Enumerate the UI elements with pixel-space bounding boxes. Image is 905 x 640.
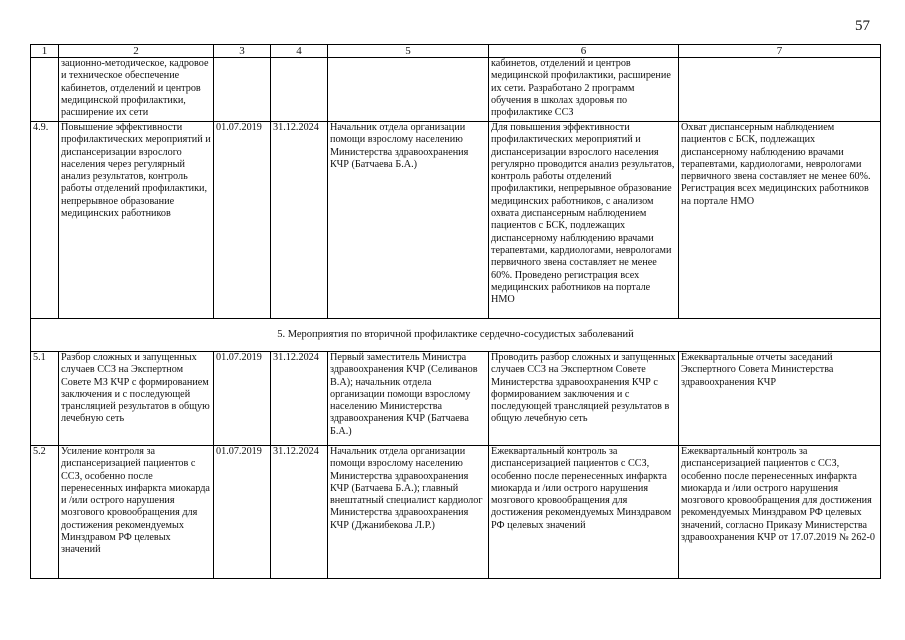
row-name: Усиление контроля за диспансеризацией пациентов с ССЗ, особенно после перенесенных инфаркта миокарда и /или острого нарушения мозгового кровообращения для достижения рекомендуемых Минздравом РФ целевых значений [59,446,214,579]
row-start: 01.07.2019 [214,122,271,319]
table-row [31,122,881,319]
plan-table [30,44,881,579]
section-title: 5. Мероприятия по вторичной профилактике сердечно-сосудистых заболеваний [31,319,881,352]
row-number [31,58,59,122]
row-start [214,58,271,122]
row-indicator [679,58,881,122]
header-col-3: 3 [214,45,271,58]
row-responsible: Начальник отдела организации помощи взрослому населению Министерства здравоохранения КЧР (Батчаева Б.А.); главный внештатный специалист кардиолог Министерства здравоохранения КЧР (Джанибекова Л.Р.) [328,446,489,579]
row-name: зационно-методическое, кадровое и техническое обеспечение кабинетов, отделений и центров медицинской профилактики, расширение их сети [59,58,214,122]
row-start: 01.07.2019 [214,352,271,446]
row-indicator: Ежеквартальный контроль за диспансеризацией пациентов с ССЗ, особенно после перенесенных инфаркта миокарда и /или острого нарушения мозгового кровообращения для достижения рекомендуемых Минздравом РФ целевых значений, согласно Приказу Министерства здравоохранения КЧР от 17.07.2019 № 262-0 [679,446,881,579]
row-result: Проводить разбор сложных и запущенных случаев ССЗ на Экспертном Совете Министерства здравоохранения КЧР с формированием заключения и с последующей трансляцией результатов в общую лечебную сеть [489,352,679,446]
header-col-5: 5 [328,45,489,58]
row-name: Повышение эффективности профилактических мероприятий и диспансеризации взрослого населения через регулярный анализ результатов, контроль работы отделений профилактики, непрерывное образование медицинских работников [59,122,214,319]
row-result: Ежеквартальный контроль за диспансеризацией пациентов с ССЗ, особенно после перенесенных инфаркта миокарда и /или острого нарушения мозгового кровообращения для достижения рекомендуемых Минздравом РФ целевых значений [489,446,679,579]
row-indicator: Охват диспансерным наблюдением пациентов с БСК, подлежащих диспансерному наблюдению врачами терапевтами, кардиологами, неврологами первичного звена составляет не менее 60%. Регистрация всех медицинских работников на портале НМО [679,122,881,319]
header-col-6: 6 [489,45,679,58]
row-indicator: Ежеквартальные отчеты заседаний Экспертного Совета Министерства здравоохранения КЧР [679,352,881,446]
row-responsible: Первый заместитель Министра здравоохранения КЧР (Селиванов В.А); начальник отдела организации помощи взрослому населению Министерства здравоохранения КЧР (Батчаева Б.А.) [328,352,489,446]
header-row [31,45,881,58]
table-row [31,446,881,579]
row-end: 31.12.2024 [271,122,328,319]
table-row [31,58,881,122]
header-col-1: 1 [31,45,59,58]
row-end [271,58,328,122]
section-row [31,319,881,352]
row-number: 4.9. [31,122,59,319]
row-result: Для повышения эффективности профилактических мероприятий и диспансеризации взрослого населения регулярно проводится анализ результатов, контроль работы отделений профилактики, непрерывное образование медицинских работников, с анализом охвата диспансерным наблюдением пациентов с БСК, подлежащих диспансерному наблюдению врачами терапевтами, кардиологами, неврологами первичного звена составляет не менее 60%. Проведено регистрация всех медицинских работников на портале НМО [489,122,679,319]
row-end: 31.12.2024 [271,352,328,446]
row-responsible [328,58,489,122]
row-end: 31.12.2024 [271,446,328,579]
row-number: 5.2 [31,446,59,579]
row-result: кабинетов, отделений и центров медицинской профилактики, расширение их сети. Разработано 2 программ обучения в школах здоровья по профилактике ССЗ [489,58,679,122]
table-row [31,352,881,446]
row-name: Разбор сложных и запущенных случаев ССЗ на Экспертном Совете МЗ КЧР с формированием заключения и с последующей трансляцией результатов в общую лечебную сеть [59,352,214,446]
row-start: 01.07.2019 [214,446,271,579]
page-number: 57 [855,18,870,34]
row-number: 5.1 [31,352,59,446]
header-col-4: 4 [271,45,328,58]
row-responsible: Начальник отдела организации помощи взрослому населению Министерства здравоохранения КЧР (Батчаева Б.А.) [328,122,489,319]
header-col-7: 7 [679,45,881,58]
header-col-2: 2 [59,45,214,58]
